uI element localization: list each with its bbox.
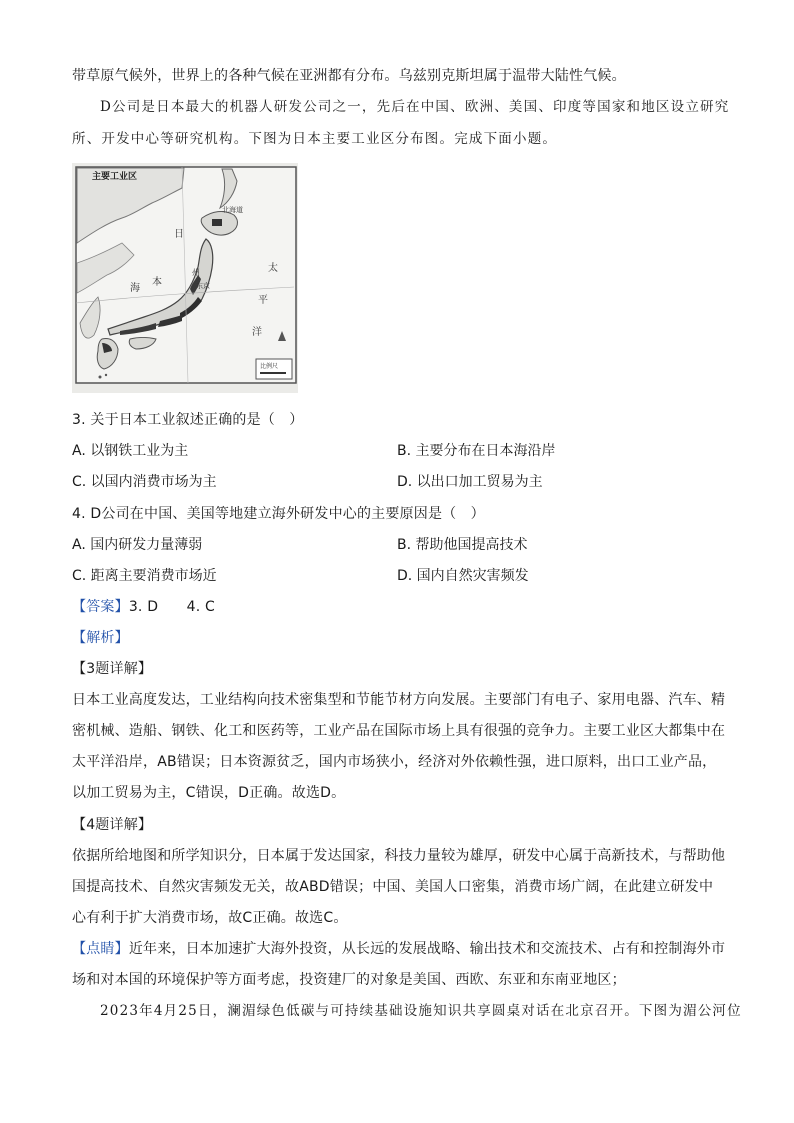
tip-line-2: 场和对本国的环境保护等方面考虑，投资建厂的对象是美国、西欧、东亚和东南亚地区； <box>72 972 626 988</box>
detail-3-title: 【3题详解】 <box>72 661 153 677</box>
tip-tag: 【点睛】 <box>72 941 129 957</box>
material-text-line-1: D公司是日本最大的机器人研发公司之一，先后在中国、欧洲、美国、印度等国家和地区设立研究 <box>100 99 730 115</box>
map-label-hai: 海 <box>130 283 140 294</box>
question-4-option-d[interactable]: D. 国内自然灾害频发 <box>397 568 529 584</box>
detail-3-line-2: 密机械、造船、钢铁、化工和医药等，工业产品在国际市场上具有很强的竞争力。主要工业区大都集中在 <box>72 723 726 739</box>
intro-line: 带草原气候外，世界上的各种气候在亚洲都有分布。乌兹别克斯坦属于温带大陆性气候。 <box>72 68 626 84</box>
answer-line <box>72 597 215 617</box>
question-3-stem: 3. 关于日本工业叙述正确的是（ ） <box>72 412 304 428</box>
next-material-line: 2023年4月25日，澜湄绿色低碳与可持续基础设施知识共享圆桌对话在北京召开。下图为湄公河位 <box>100 1003 742 1019</box>
map-label-yang: 洋 <box>252 327 262 338</box>
map-label-dongjing: 东京 <box>196 282 210 290</box>
map-drawing <box>72 163 298 393</box>
detail-3-line-3: 太平洋沿岸，AB错误；日本资源贫乏，国内市场狭小，经济对外依赖性强，进口原料，出口工业产品， <box>72 754 717 770</box>
map-label-tai: 太 <box>268 263 278 274</box>
map-label-beihaidao: 北海道 <box>222 206 243 214</box>
detail-3-line-4: 以加工贸易为主，C错误，D正确。故选D。 <box>72 785 346 801</box>
question-4-stem: 4. D公司在中国、美国等地建立海外研发中心的主要原因是（ ） <box>72 506 485 522</box>
answer-text: 3. D 4. C <box>128 599 215 615</box>
material-text-line-2: 所、开发中心等研究机构。下图为日本主要工业区分布图。完成下面小题。 <box>72 131 558 147</box>
question-3-option-a[interactable]: A. 以钢铁工业为主 <box>72 443 189 459</box>
tip-text-1: 近年来，日本加速扩大海外投资，从长远的发展战略、输出技术和交流技术、占有和控制海外市 <box>128 941 726 957</box>
detail-4-line-1: 依据所给地图和所学知识分，日本属于发达国家，科技力量较为雄厚，研发中心属于高新技术，与帮助他 <box>72 848 726 864</box>
japan-industrial-map <box>72 163 298 393</box>
map-label-ben: 本 <box>152 277 162 288</box>
question-4-option-b[interactable]: B. 帮助他国提高技术 <box>397 537 528 553</box>
tip-line-1 <box>72 939 725 959</box>
question-3-option-b[interactable]: B. 主要分布在日本海沿岸 <box>397 443 556 459</box>
detail-4-title: 【4题详解】 <box>72 817 153 833</box>
map-scale-label: 比例尺 <box>260 363 279 370</box>
map-legend-label: 主要工业区 <box>92 172 138 182</box>
detail-4-line-2: 国提高技术、自然灾害频发无关，故ABD错误；中国、美国人口密集，消费市场广阔，在此建立研发中 <box>72 879 714 895</box>
detail-3-line-1: 日本工业高度发达，工业结构向技术密集型和节能节材方向发展。主要部门有电子、家用电器、汽车、精 <box>72 692 726 708</box>
map-label-ping: 平 <box>258 295 268 306</box>
analysis-tag: 【解析】 <box>72 630 129 646</box>
answer-tag: 【答案】 <box>72 599 129 615</box>
question-3-option-d[interactable]: D. 以出口加工贸易为主 <box>397 474 543 490</box>
detail-4-line-3: 心有利于扩大消费市场，故C正确。故选C。 <box>72 910 348 926</box>
map-label-zhou: 州 <box>192 268 200 277</box>
question-3-option-c[interactable]: C. 以国内消费市场为主 <box>72 474 217 490</box>
map-label-ri: 日 <box>174 229 184 240</box>
question-4-option-a[interactable]: A. 国内研发力量薄弱 <box>72 537 203 553</box>
question-4-option-c[interactable]: C. 距离主要消费市场近 <box>72 568 217 584</box>
